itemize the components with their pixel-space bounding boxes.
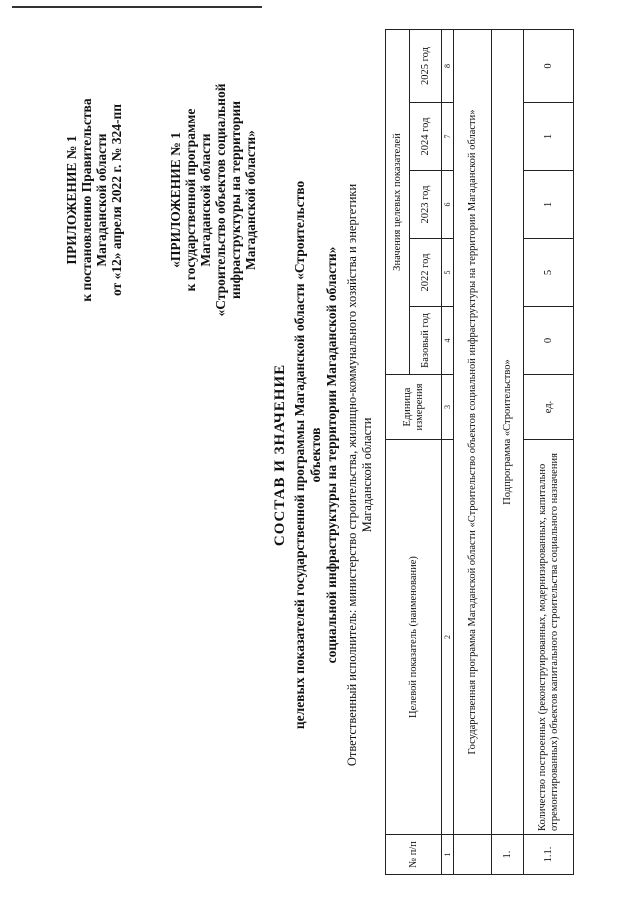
program-row-num xyxy=(454,835,492,875)
header-base-year: Базовый год xyxy=(410,307,442,375)
appendix-line: Магаданской области xyxy=(198,133,213,267)
appendix-line: «Строительство объектов социальной xyxy=(213,83,228,317)
responsible-executor xyxy=(345,135,375,815)
appendix-line: от «12» апреля 2022 г. № 324-пп xyxy=(109,103,124,297)
appendix-program-block xyxy=(168,0,258,410)
col-number: 4 xyxy=(442,307,454,375)
col-number: 6 xyxy=(442,171,454,239)
col-number: 2 xyxy=(442,440,454,835)
appendix-line: к постановлению Правительства xyxy=(79,98,94,302)
document-title: СОСТАВ И ЗНАЧЕНИЕ xyxy=(272,363,288,547)
header-2024: 2024 год xyxy=(410,103,442,171)
col-number: 8 xyxy=(442,30,454,103)
data-row-2025: 0 xyxy=(524,30,574,103)
appendix-line: инфраструктуры на территории xyxy=(228,100,243,300)
document-subtitle: целевых показателей государственной программы Магаданской области «Строительство объектов xyxy=(292,180,323,730)
document-heading xyxy=(272,155,340,755)
appendix-title: ПРИЛОЖЕНИЕ № 1 xyxy=(64,135,79,265)
data-row-name: Количество построенных (реконструированных, модернизированных, капитально отремонтированных) объектов капитального строительства социального назначения xyxy=(524,440,574,835)
data-row-2024: 1 xyxy=(524,103,574,171)
data-row-unit: ед. xyxy=(524,375,574,440)
data-row-2023: 1 xyxy=(524,171,574,239)
col-number: 7 xyxy=(442,103,454,171)
appendix-title: «ПРИЛОЖЕНИЕ № 1 xyxy=(168,132,183,268)
header-2023: 2023 год xyxy=(410,171,442,239)
appendix-line: Магаданской области xyxy=(94,133,109,267)
data-row-2022: 5 xyxy=(524,239,574,307)
responsible-line: Магаданской области xyxy=(360,417,374,533)
header-name: Целевой показатель (наименование) xyxy=(386,440,442,835)
subprogram-row-num: 1. xyxy=(492,835,524,875)
program-row-text: Государственная программа Магаданской области «Строительство объектов социальной инфраструктуры на территории Магаданской области» xyxy=(454,30,492,835)
data-row-base: 0 xyxy=(524,307,574,375)
document-subtitle: социальной инфраструктуры на территории Магаданской области» xyxy=(324,246,339,664)
header-unit: Единица измерения xyxy=(386,375,442,440)
header-values: Значения целевых показателей xyxy=(386,30,410,375)
indicators-table xyxy=(385,29,574,875)
appendix-line: Магаданской области» xyxy=(243,130,258,270)
appendix-resolution-block xyxy=(64,0,124,410)
header-2022: 2022 год xyxy=(410,239,442,307)
appendix-line: к государственной программе xyxy=(183,108,198,292)
col-number: 3 xyxy=(442,375,454,440)
responsible-line: Ответственный исполнитель: министерство строительства, жилищно-коммунального хозяйства и энергетики xyxy=(345,183,359,767)
subprogram-row-text: Подпрограмма «Строительство» xyxy=(492,30,524,835)
header-num: № п/п xyxy=(386,835,442,875)
col-number: 5 xyxy=(442,239,454,307)
header-2025: 2025 год xyxy=(410,30,442,103)
col-number: 1 xyxy=(442,835,454,875)
data-row-num: 1.1. xyxy=(524,835,574,875)
